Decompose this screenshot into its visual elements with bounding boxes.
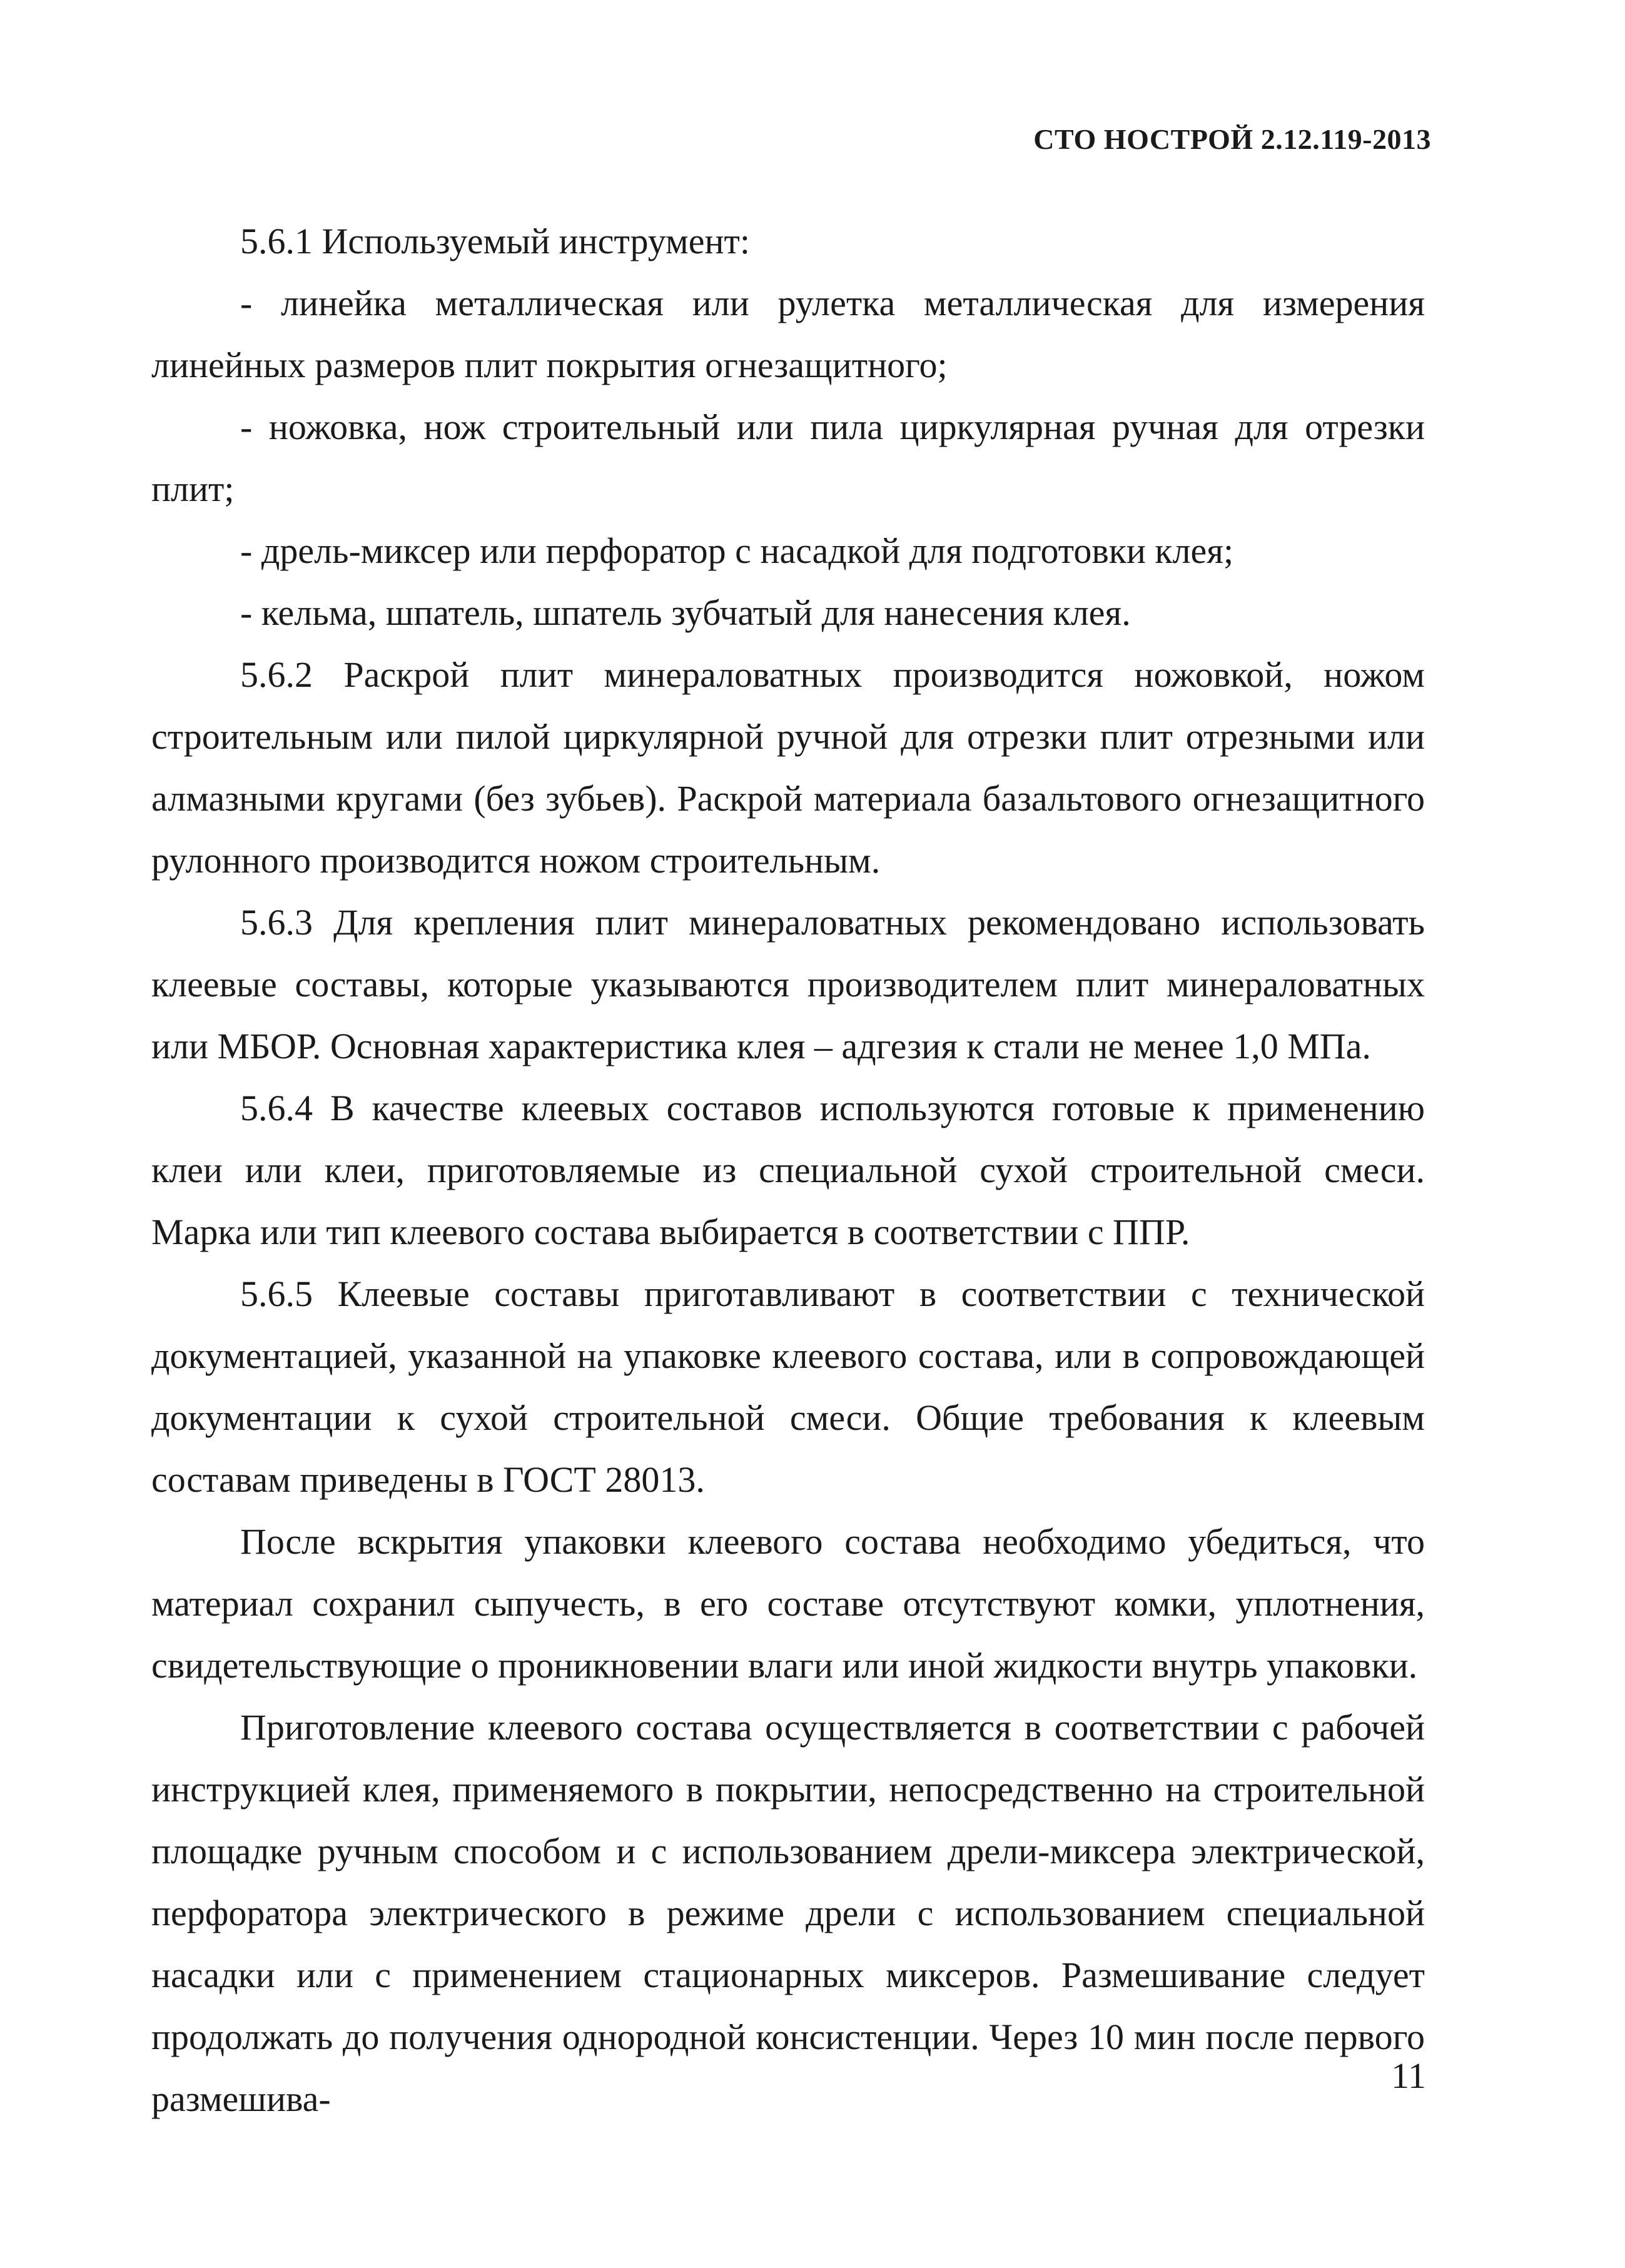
document-code-header: СТО НОСТРОЙ 2.12.119-2013 <box>1033 123 1431 155</box>
list-item-ruler: - линейка металлическая или рулетка металлическая для измерения линейных размеров плит покрытия огнезащитного; <box>151 283 1425 385</box>
body-text <box>151 210 1425 2130</box>
paragraph-5-6-5: 5.6.5 Клеевые составы приготавливают в соответствии с технической документацией, указанной на упаковке клеевого состава, или в сопровождающей документации к сухой строительной смеси. Общие требования к клеевым составам приведены в ГОСТ 28013. <box>151 1273 1425 1500</box>
paragraph-preparation: Приготовление клеевого состава осуществляется в соответствии с рабочей инструкцией клея, применяемого в покрытии, непосредственно на строительной площадке ручным способом и с использованием дрели-миксера электрической, перфоратора электрического в режиме дрели с использованием специальной насадки или с применением стационарных миксеров. Размешивание следует продолжать до получения однородной консистенции. Через 10 мин после первого размешива- <box>151 1707 1425 2119</box>
paragraph-5-6-2: 5.6.2 Раскрой плит минераловатных производится ножовкой, ножом строительным или пилой циркулярной ручной для отрезки плит отрезными или алмазными кругами (без зубьев). Раскрой материала базальтового огнезащитного рулонного производится ножом строительным. <box>151 654 1425 881</box>
page-number: 11 <box>1391 2055 1426 2096</box>
list-item-trowel: - кельма, шпатель, шпатель зубчатый для нанесения клея. <box>240 592 1131 633</box>
list-item-drill: - дрель-миксер или перфоратор с насадкой для подготовки клея; <box>240 530 1234 571</box>
list-item-saw: - ножовка, нож строительный или пила циркулярная ручная для отрезки плит; <box>151 407 1425 509</box>
paragraph-5-6-4: 5.6.4 В качестве клеевых составов используются готовые к применению клеи или клеи, приготовляемые из специальной сухой строительной смеси. Марка или тип клеевого состава выбирается в соответствии с ППР. <box>151 1088 1425 1252</box>
paragraph-5-6-3: 5.6.3 Для крепления плит минераловатных рекомендовано использовать клеевые составы, которые указываются производителем плит минераловатных или МБОР. Основная характеристика клея – адгезия к стали не менее 1,0 МПа. <box>151 902 1425 1066</box>
paragraph-opening-package: После вскрытия упаковки клеевого состава необходимо убедиться, что материал сохранил сыпучесть, в его составе отсутствуют комки, уплотнения, свидетельствующие о проникновении влаги или иной жидкости внутрь упаковки. <box>151 1521 1425 1686</box>
paragraph-5-6-1: 5.6.1 Используемый инструмент: <box>240 221 750 261</box>
